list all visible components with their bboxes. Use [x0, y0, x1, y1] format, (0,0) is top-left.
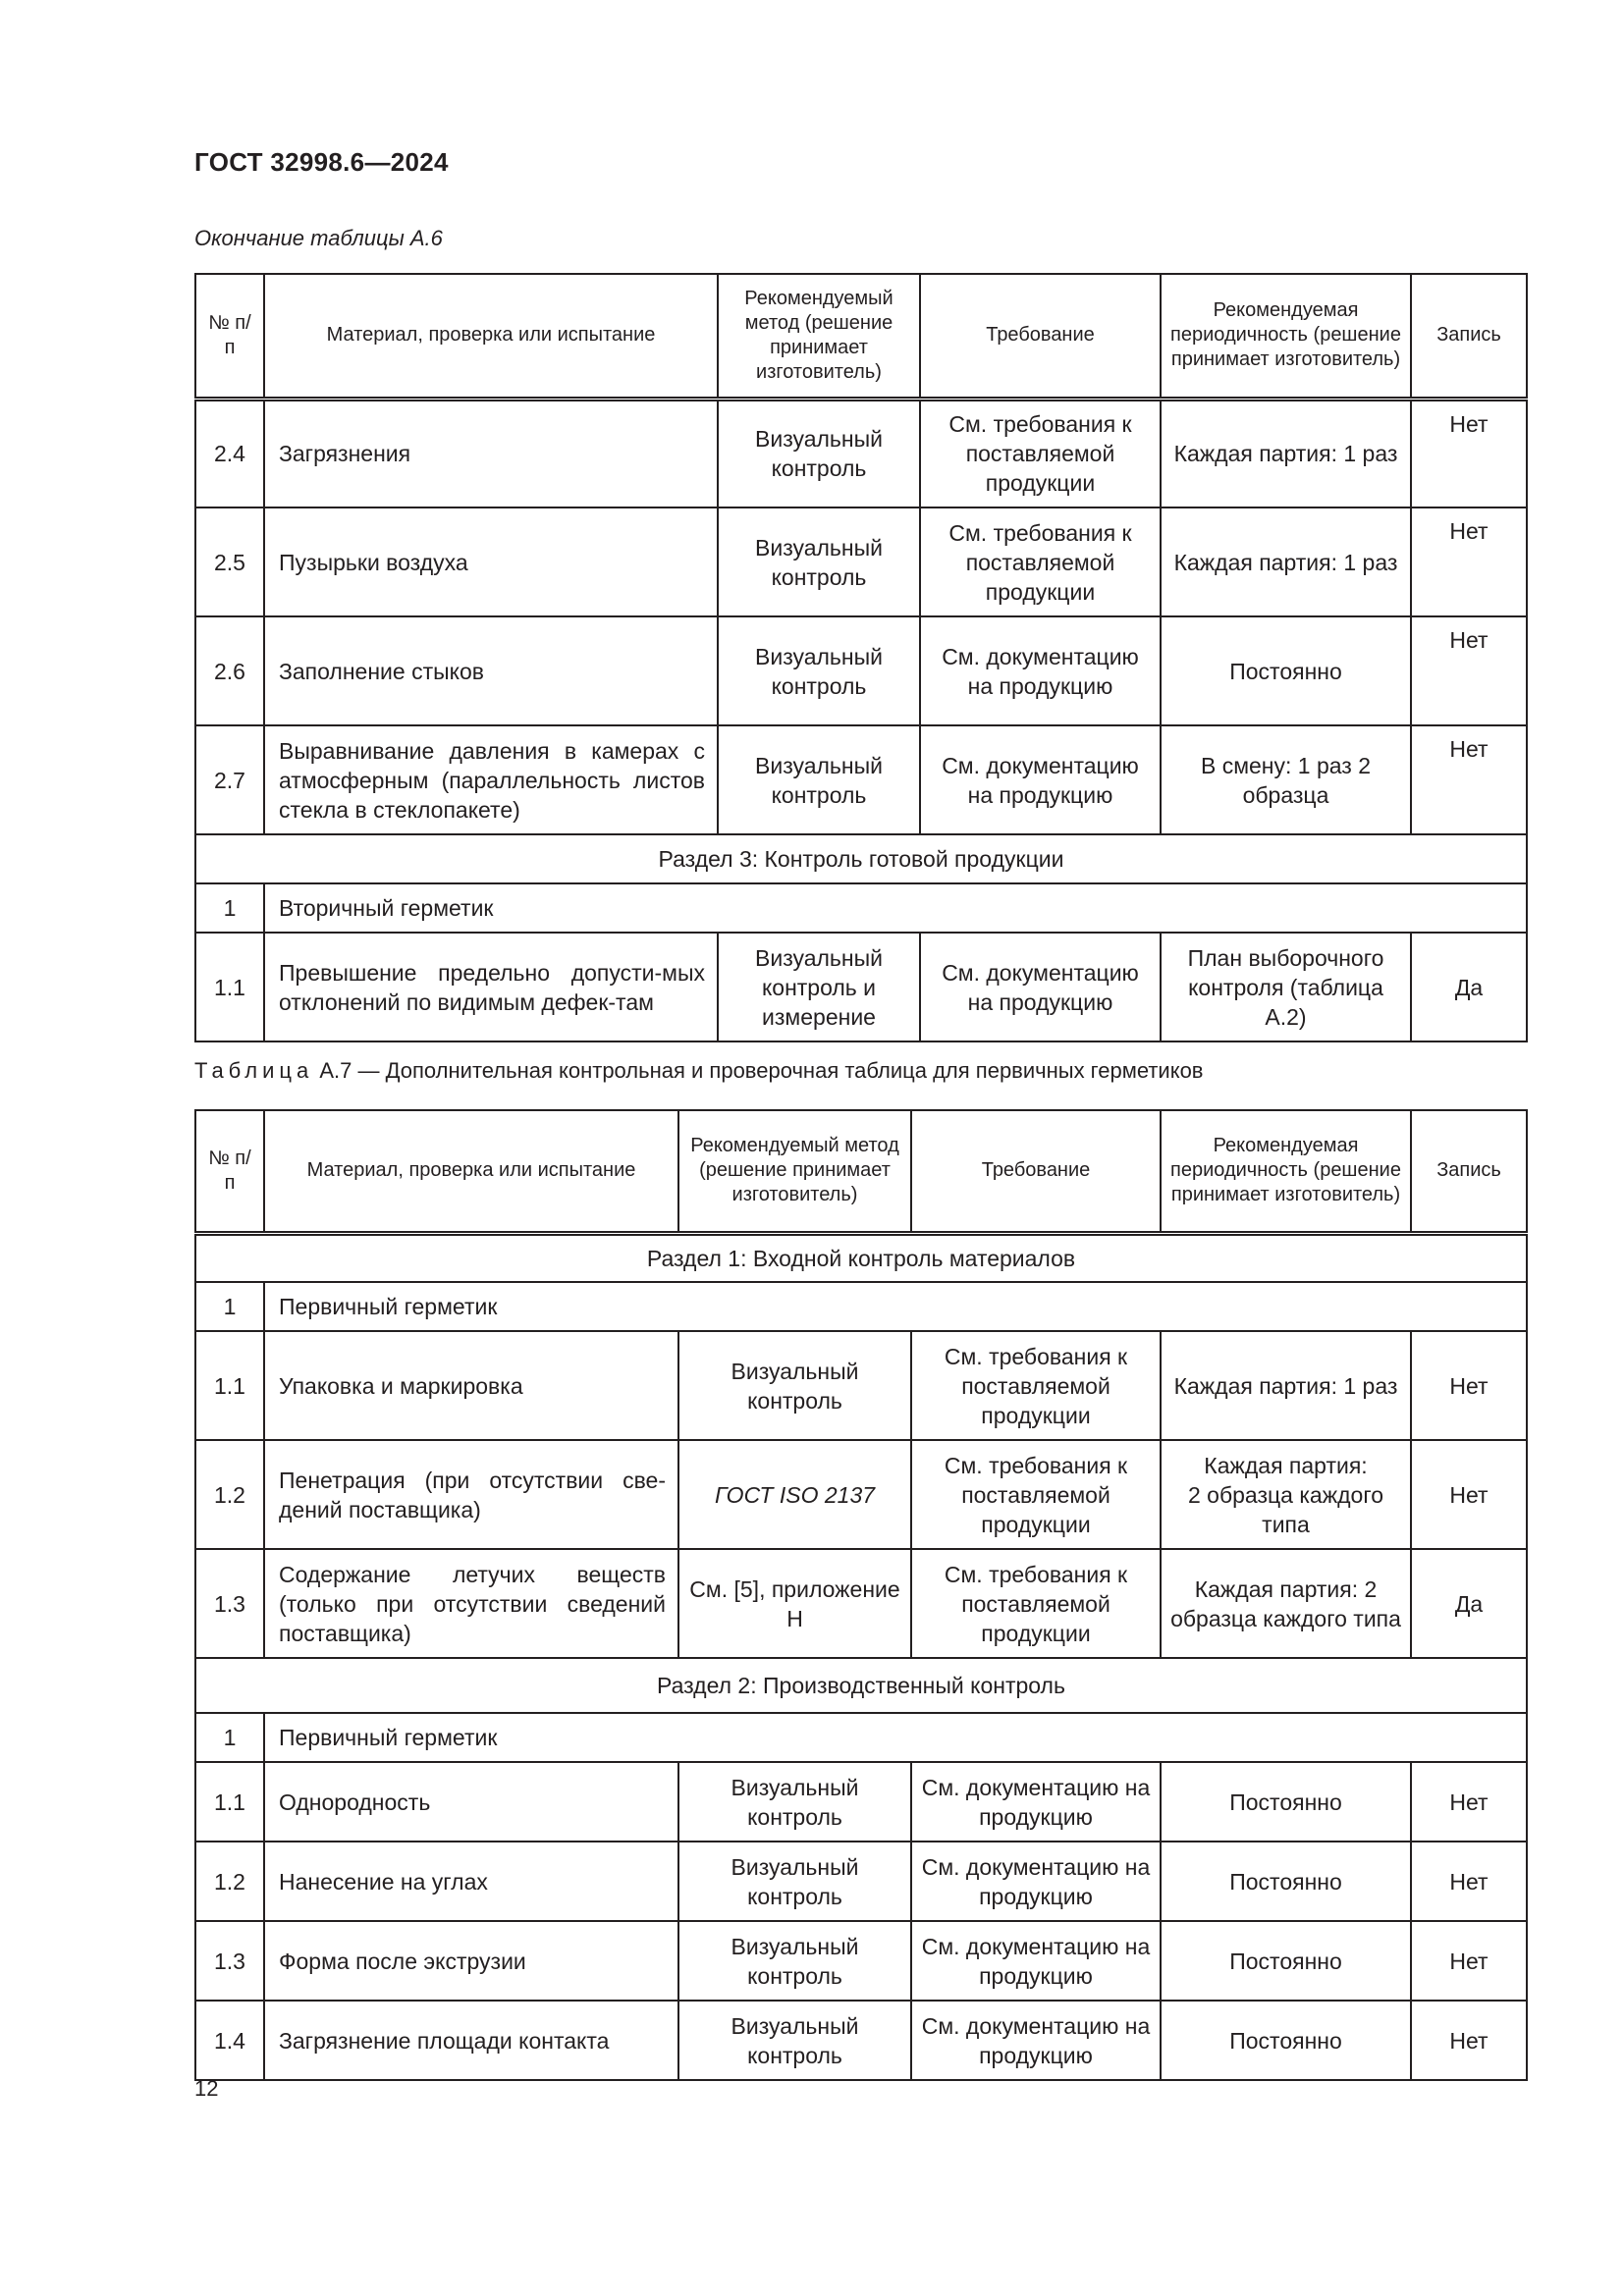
cell-periodicity: План выборочного контроля (таблица А.2) [1161, 933, 1411, 1041]
cell-material: Превышение предельно допусти-мых отклонений по видимым дефек-там [264, 933, 718, 1041]
cell-num: 2.5 [195, 507, 264, 616]
header-method: Рекомендуемый метод (решение принимает изготовитель) [718, 274, 920, 399]
cell-record: Нет [1411, 1842, 1527, 1921]
cell-method: Визуальный контроль [678, 1331, 911, 1440]
header-num: № п/п [195, 1110, 264, 1233]
cell-num: 1.1 [195, 1762, 264, 1842]
cell-requirement: См. документацию на продукцию [911, 1762, 1161, 1842]
header-requirement: Требование [911, 1110, 1161, 1233]
header-material: Материал, проверка или испытание [264, 274, 718, 399]
cell-num: 1 [195, 1713, 264, 1762]
cell-requirement: См. документацию на продукцию [911, 1842, 1161, 1921]
cell-num: 1.4 [195, 2001, 264, 2080]
cell-material: Выравнивание давления в камерах с атмосферным (параллельность листов стекла в стеклопакете) [264, 725, 718, 834]
cell-periodicity: Постоянно [1161, 616, 1411, 725]
header-material: Материал, проверка или испытание [264, 1110, 678, 1233]
cell-method: Визуальный контроль [678, 1842, 911, 1921]
cell-periodicity: Каждая партия: 2 образца каждого типа [1161, 1549, 1411, 1658]
cell-method: Визуальный контроль [678, 1762, 911, 1842]
cell-periodicity: Постоянно [1161, 1842, 1411, 1921]
header-record: Запись [1411, 274, 1527, 399]
cell-record: Нет [1411, 616, 1527, 725]
cell-num: 2.7 [195, 725, 264, 834]
cell-periodicity [1161, 1440, 1411, 1549]
cell-periodicity: Каждая партия: 1 раз [1161, 399, 1411, 507]
cell-material: Пенетрация (при отсутствии све-дений поставщика) [264, 1440, 678, 1549]
cell-material: Форма после экструзии [264, 1921, 678, 2001]
cell-requirement: См. требования к поставляемой продукции [920, 507, 1161, 616]
cell-method: См. [5], приложение Н [678, 1549, 911, 1658]
cell-material: Загрязнение площади контакта [264, 2001, 678, 2080]
cell-num: 1.1 [195, 1331, 264, 1440]
cell-periodicity: Постоянно [1161, 1921, 1411, 2001]
section-row [195, 1658, 1527, 1713]
cell-method: Визуальный контроль [718, 725, 920, 834]
cell-record: Нет [1411, 1331, 1527, 1440]
table-row [195, 933, 1527, 1041]
periodicity-value: 2 образца каждого типа [1187, 1481, 1383, 1537]
cell-method: Визуальный контроль [718, 399, 920, 507]
table-row [195, 1331, 1527, 1440]
group-label: Вторичный герметик [264, 883, 1527, 933]
cell-method: Визуальный контроль и измерение [718, 933, 920, 1041]
cell-requirement: См. требования к поставляемой продукции [911, 1440, 1161, 1549]
table-header-row [195, 1110, 1527, 1233]
cell-record: Да [1411, 1549, 1527, 1658]
cell-method: Визуальный контроль [718, 616, 920, 725]
cell-num: 1.2 [195, 1440, 264, 1549]
cell-material: Загрязнения [264, 399, 718, 507]
cell-material: Пузырьки воздуха [264, 507, 718, 616]
table-header-row [195, 274, 1527, 399]
header-record: Запись [1411, 1110, 1527, 1233]
group-label: Первичный герметик [264, 1713, 1527, 1762]
periodicity-prefix: Каждая партия: [1204, 1452, 1368, 1478]
table-row [195, 725, 1527, 834]
cell-record: Нет [1411, 1921, 1527, 2001]
group-row [195, 1713, 1527, 1762]
caption-prefix: Таблица [194, 1058, 314, 1083]
cell-num: 1.2 [195, 1842, 264, 1921]
cell-method: Визуальный контроль [678, 1921, 911, 2001]
cell-record: Нет [1411, 2001, 1527, 2080]
cell-method: Визуальный контроль [718, 507, 920, 616]
table-row [195, 1842, 1527, 1921]
cell-requirement: См. документацию на продукцию [911, 1921, 1161, 2001]
cell-periodicity: Постоянно [1161, 2001, 1411, 2080]
document-id: ГОСТ 32998.6—2024 [194, 147, 449, 177]
cell-num: 2.4 [195, 399, 264, 507]
cell-periodicity: В смену: 1 раз 2 образца [1161, 725, 1411, 834]
cell-periodicity: Постоянно [1161, 1762, 1411, 1842]
cell-requirement: См. документацию на продукцию [920, 616, 1161, 725]
group-row [195, 1282, 1527, 1331]
section-3-title: Раздел 3: Контроль готовой продукции [195, 834, 1527, 883]
group-row [195, 883, 1527, 933]
cell-periodicity: Каждая партия: 1 раз [1161, 1331, 1411, 1440]
cell-num: 2.6 [195, 616, 264, 725]
table-row [195, 1549, 1527, 1658]
cell-material: Заполнение стыков [264, 616, 718, 725]
cell-method: ГОСТ ISO 2137 [678, 1440, 911, 1549]
section-row [195, 1233, 1527, 1282]
table-row [195, 1921, 1527, 2001]
header-requirement: Требование [920, 274, 1161, 399]
section-2-title: Раздел 2: Производственный контроль [195, 1658, 1527, 1713]
header-num: № п/п [195, 274, 264, 399]
caption-text: А.7 — Дополнительная контрольная и проверочная таблица для первичных герметиков [313, 1058, 1204, 1083]
cell-record: Да [1411, 933, 1527, 1041]
table-a6 [194, 273, 1528, 1042]
table-a7 [194, 1109, 1528, 2081]
cell-method: Визуальный контроль [678, 2001, 911, 2080]
page-number: 12 [194, 2076, 219, 2101]
table-row [195, 2001, 1527, 2080]
cell-requirement: См. документацию на продукцию [920, 933, 1161, 1041]
cell-requirement: См. требования к поставляемой продукции [911, 1331, 1161, 1440]
cell-requirement: См. документацию на продукцию [920, 725, 1161, 834]
cell-requirement: См. требования к поставляемой продукции [911, 1549, 1161, 1658]
cell-record: Нет [1411, 1762, 1527, 1842]
cell-requirement: См. документацию на продукцию [911, 2001, 1161, 2080]
table-row [195, 1762, 1527, 1842]
table-a6-caption: Окончание таблицы А.6 [194, 226, 443, 250]
header-periodicity: Рекомендуемая периодичность (решение принимает изготовитель) [1161, 274, 1411, 399]
section-1-title: Раздел 1: Входной контроль материалов [195, 1233, 1527, 1282]
cell-material: Содержание летучих веществ (только при отсутствии сведений поставщика) [264, 1549, 678, 1658]
cell-material: Однородность [264, 1762, 678, 1842]
cell-num: 1.1 [195, 933, 264, 1041]
table-row [195, 399, 1527, 507]
cell-num: 1.3 [195, 1549, 264, 1658]
cell-num: 1 [195, 1282, 264, 1331]
cell-material: Нанесение на углах [264, 1842, 678, 1921]
header-periodicity: Рекомендуемая периодичность (решение принимает изготовитель) [1161, 1110, 1411, 1233]
table-row [195, 1440, 1527, 1549]
cell-record: Нет [1411, 1440, 1527, 1549]
cell-record: Нет [1411, 399, 1527, 507]
section-row [195, 834, 1527, 883]
cell-record: Нет [1411, 507, 1527, 616]
table-a7-caption [194, 1058, 1204, 1084]
cell-periodicity: Каждая партия: 1 раз [1161, 507, 1411, 616]
table-row [195, 507, 1527, 616]
cell-record: Нет [1411, 725, 1527, 834]
header-method: Рекомендуемый метод (решение принимает изготовитель) [678, 1110, 911, 1233]
cell-num: 1 [195, 883, 264, 933]
cell-material: Упаковка и маркировка [264, 1331, 678, 1440]
cell-requirement: См. требования к поставляемой продукции [920, 399, 1161, 507]
cell-num: 1.3 [195, 1921, 264, 2001]
table-row [195, 616, 1527, 725]
group-label: Первичный герметик [264, 1282, 1527, 1331]
